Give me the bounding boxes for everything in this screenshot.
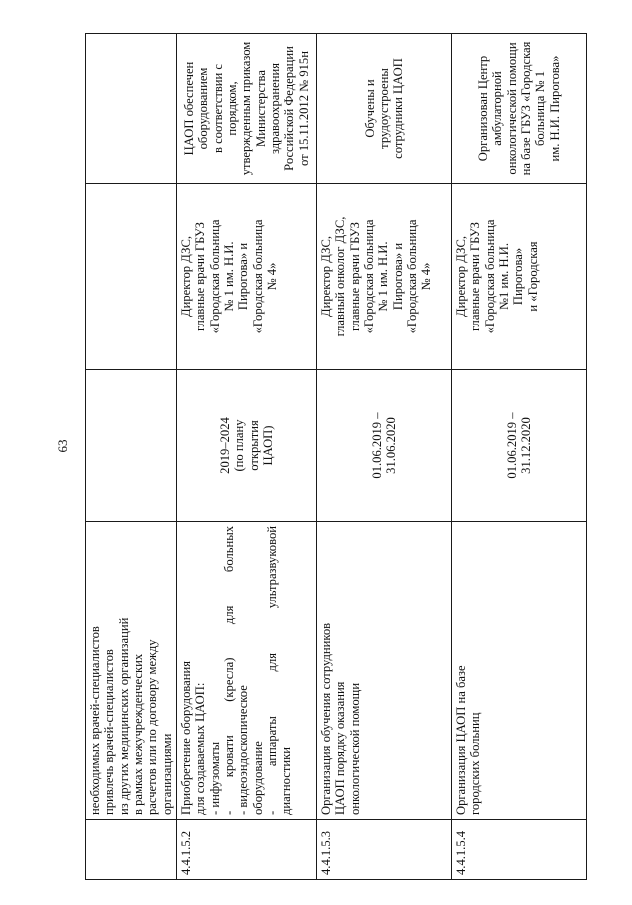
text-line: онкологической помощи (504, 42, 519, 175)
text-line: - видеоэндоскопическое (236, 685, 251, 815)
text-line: необходимых врачей-специалистов (88, 626, 102, 815)
text-line: № 4» (265, 262, 280, 291)
text-line: №1 им. Н.И. (497, 243, 512, 310)
action-name (177, 522, 317, 820)
text-line: Директор ДЗС, (319, 236, 334, 318)
text-line: Пирогова» и (236, 242, 251, 311)
responsible-cell (452, 184, 587, 370)
result-cell (177, 34, 317, 184)
text-line: 01.06.2019 – (504, 412, 519, 479)
text-line: 2019–2024 (217, 417, 232, 474)
text-line: (по плану (232, 419, 247, 472)
table-row (452, 34, 587, 880)
term-cell (86, 370, 177, 522)
text-line: сотрудники ЦАОП (391, 58, 406, 159)
page-number: 63 (55, 439, 70, 453)
text-line: ЦАОП порядку оказания (333, 681, 348, 815)
text-line: 31.12.2020 (519, 417, 534, 474)
text-line: Директор ДЗС, (179, 236, 194, 318)
text-line: «Городская больница (482, 219, 497, 334)
row-number (86, 820, 177, 880)
row-number: 4.4.1.5.2 (177, 820, 317, 880)
text-line: расчетов или по договору между (145, 639, 160, 815)
responsible-cell (177, 184, 317, 370)
text-line: Организован Центр (476, 55, 491, 162)
text-line: оборудованием (196, 67, 211, 150)
text-line: Организация обучения сотрудников (319, 622, 334, 815)
text-line: больница № 1 (533, 71, 548, 146)
text-line: «Городская больница (207, 219, 222, 334)
text-line: 01.06.2019 – (369, 412, 384, 479)
table-row (177, 34, 317, 880)
text-line: Министерства (253, 70, 268, 147)
text-line: Приобретение оборудования (179, 660, 194, 815)
text-line: № 1 им. Н.И. (376, 241, 391, 312)
plan-table (85, 33, 587, 880)
rotated-table-wrapper (85, 34, 585, 880)
text-line: № 4» (419, 262, 434, 291)
text-line: Обучены и трудоустроены (362, 68, 391, 149)
text-line: на базе ГБУЗ «Городская (519, 41, 534, 176)
text-line: открытия (246, 420, 261, 471)
text-line: Директор ДЗС, (454, 236, 469, 318)
row-number: 4.4.1.5.4 (452, 820, 587, 880)
result-cell (452, 34, 587, 184)
text-line: главные врачи ГБУЗ (347, 222, 362, 331)
table-row (86, 34, 177, 880)
responsible-cell (317, 184, 452, 370)
text-line: городских больниц (468, 712, 483, 815)
text-line: Пирогова» и (390, 242, 405, 311)
responsible-cell (86, 184, 177, 370)
text-line: 31.06.2020 (384, 417, 399, 474)
table-row (317, 34, 452, 880)
text-line: - инфузоматы (207, 741, 222, 815)
action-name (86, 522, 177, 820)
text-line: из других медицинских организаций (116, 617, 131, 815)
text-line: в соответствии с порядком, (210, 64, 240, 153)
text-line: от 15.11.2012 № 915н (296, 51, 311, 166)
text-line: оборудование (250, 741, 265, 815)
text-line: привлечь врачей-специалистов (102, 649, 117, 815)
text-line: ЦАОП) (260, 425, 275, 466)
text-line: для создаваемых ЦАОП: (193, 682, 208, 815)
text-line: онкологической помощи (347, 682, 362, 815)
text-line: «Городская больница (405, 219, 420, 334)
text-line: ЦАОП обеспечен (182, 61, 197, 156)
text-line: утвержденным приказом (239, 41, 254, 176)
text-line: здравоохранения (268, 63, 283, 154)
text-line: им. Н.И. Пирогова» (547, 55, 562, 162)
text-line: в рамках межучрежденческих (131, 653, 146, 815)
text-line: Организация ЦАОП на базе (454, 665, 469, 815)
result-cell (86, 34, 177, 184)
text-line: главные врачи ГБУЗ (193, 222, 208, 331)
term-cell (452, 370, 587, 522)
action-name (317, 522, 452, 820)
action-name (452, 522, 587, 820)
text-line: «Городская больница (362, 219, 377, 334)
term-cell (177, 370, 317, 522)
result-cell (317, 34, 452, 184)
text-line: амбулаторной (490, 71, 505, 146)
term-cell (317, 370, 452, 522)
text-line: главный онколог ДЗС, (333, 216, 348, 337)
text-line: - аппараты для ультразвуковой (265, 526, 280, 815)
row-number: 4.4.1.5.3 (317, 820, 452, 880)
text-line: Пирогова» (511, 247, 526, 306)
text-line: диагностики (279, 747, 294, 815)
text-line: Российской Федерации (282, 46, 297, 171)
text-line: № 1 им. Н.И. (222, 241, 237, 312)
text-line: главные врачи ГБУЗ (468, 222, 483, 331)
text-line: «Городская больница (250, 219, 265, 334)
text-line: и «Городская (525, 241, 540, 312)
text-line: организациями (159, 733, 174, 815)
text-line: - кровати (кресла) для больных (222, 526, 237, 815)
